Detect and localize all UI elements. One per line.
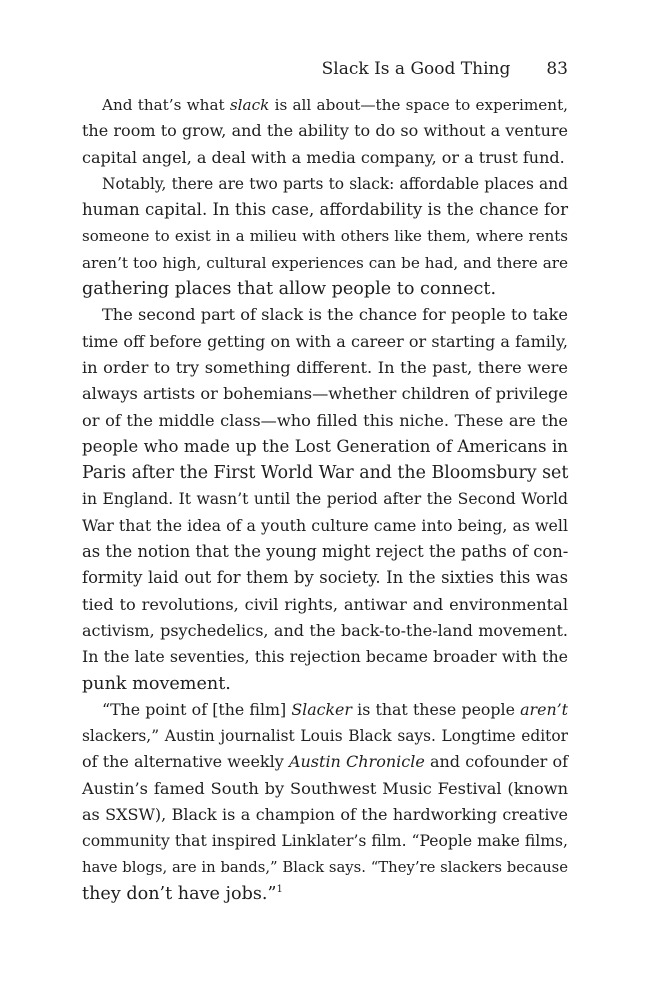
- text-line: War that the idea of a youth culture came into being, as well: [82, 515, 568, 535]
- footnote-ref[interactable]: 1: [276, 883, 283, 895]
- text-line: as SXSW), Black is a champion of the hardworking creative: [82, 805, 568, 825]
- text-line: of the alternative weekly Austin Chronicle and cofounder of: [82, 752, 569, 772]
- emphasis: Slacker: [291, 699, 352, 719]
- text-line: formity laid out for them by society. In the sixties this was: [82, 568, 568, 588]
- text-line: time off before getting on with a career or starting a family,: [82, 331, 568, 351]
- text-line: always artists or bohemians—whether children of privilege: [82, 384, 568, 404]
- emphasis: aren’t: [520, 699, 568, 719]
- text-line: community that inspired Linklater’s film. “People make films,: [82, 832, 568, 851]
- emphasis: Austin Chronicle: [288, 752, 425, 772]
- text-line: in England. It wasn’t until the period after the Second World: [82, 490, 568, 509]
- text-line: punk movement.: [82, 673, 231, 694]
- text-line: And that’s what slack is all about—the space to experiment,: [102, 96, 569, 114]
- text-line: in order to try something different. In the past, there were: [82, 357, 568, 377]
- text-line: “The point of [the film] Slacker is that these people aren’t: [102, 699, 568, 719]
- text-line: the room to grow, and the ability to do so without a venture: [82, 121, 568, 141]
- running-head: [82, 56, 568, 82]
- text-line: activism, psychedelics, and the back-to-the-land movement.: [82, 620, 568, 640]
- text-line: or of the middle class—who filled this niche. These are the: [82, 410, 568, 430]
- text-line: tied to revolutions, civil rights, antiwar and environmental: [82, 594, 568, 614]
- text-line: aren’t too high, cultural experiences can be had, and there are: [82, 253, 568, 272]
- body-text: [82, 92, 568, 907]
- emphasis: slack: [229, 96, 270, 114]
- text-line: people who made up the Lost Generation of Americans in: [82, 436, 568, 456]
- text-line: Austin’s famed South by Southwest Music Festival (known: [82, 778, 568, 798]
- text-line: In the late seventies, this rejection became broader with the: [82, 647, 568, 667]
- page-number: 83: [546, 59, 568, 79]
- text-line: slackers,” Austin journalist Louis Black says. Longtime editor: [82, 727, 568, 746]
- text-line: someone to exist in a milieu with others like them, where rents: [82, 227, 568, 246]
- text-line: Paris after the First World War and the Bloomsbury set: [82, 463, 569, 484]
- text-line: have blogs, are in bands,” Black says. “They’re slackers because: [82, 858, 568, 876]
- text-line: capital angel, a deal with a media company, or a trust fund.: [82, 147, 565, 167]
- text-line: The second part of slack is the chance for people to take: [102, 305, 568, 325]
- text-line: as the notion that the young might reject the paths of con-: [82, 542, 569, 562]
- running-title: Slack Is a Good Thing: [321, 59, 511, 79]
- text-line: human capital. In this case, affordability is the chance for: [82, 200, 569, 220]
- text-line: they don’t have jobs.”$^1$: [82, 883, 283, 904]
- text-line: gathering places that allow people to connect.: [82, 279, 497, 300]
- text-line: Notably, there are two parts to slack: affordable places and: [102, 174, 568, 193]
